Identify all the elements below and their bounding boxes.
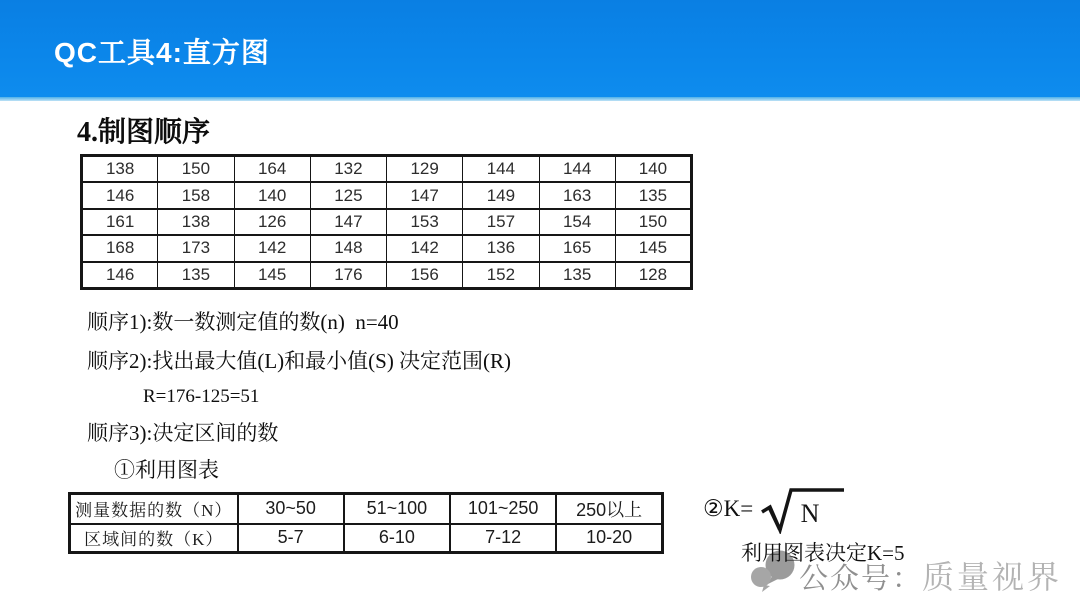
measurement-cell: 165 xyxy=(539,235,615,261)
interval-count-lookup-table xyxy=(68,492,664,554)
lookup-cell: 7-12 xyxy=(450,524,556,553)
measurement-cell: 132 xyxy=(310,156,386,183)
measurement-row xyxy=(82,156,692,183)
measurement-cell: 135 xyxy=(158,262,234,289)
measurement-cell: 150 xyxy=(615,209,691,235)
radicand-n: N xyxy=(800,499,820,528)
measurement-cell: 146 xyxy=(82,262,158,289)
lookup-cell: 250以上 xyxy=(556,494,662,524)
measurement-cell: 150 xyxy=(158,156,234,183)
lookup-cell: 101~250 xyxy=(450,494,556,524)
measurement-cell: 129 xyxy=(387,156,463,183)
measurement-cell: 142 xyxy=(387,235,463,261)
measurement-cell: 152 xyxy=(463,262,539,289)
watermark-account-label: 公众号： xyxy=(799,563,924,595)
measurement-cell: 144 xyxy=(463,156,539,183)
lookup-cell: 10-20 xyxy=(556,524,662,553)
measurement-cell: 163 xyxy=(539,182,615,208)
measurement-cell: 149 xyxy=(463,182,539,208)
lookup-cell: 30~50 xyxy=(238,494,344,524)
measurement-cell: 161 xyxy=(82,209,158,235)
measurement-cell: 145 xyxy=(234,262,310,289)
square-root-symbol xyxy=(760,486,846,534)
step-1-text: 顺序1):数一数测定值的数(n) n=40 xyxy=(87,310,399,334)
measurement-cell: 128 xyxy=(615,262,691,289)
title-bar-accent-strip xyxy=(0,97,1080,101)
measurement-row xyxy=(82,209,692,235)
step-2-text: 顺序2):找出最大值(L)和最小值(S) 决定范围(R) xyxy=(87,349,512,373)
watermark-brand-name: 质量视界 xyxy=(922,559,1063,595)
measurement-cell: 148 xyxy=(310,235,386,261)
lookup-cell: 5-7 xyxy=(238,524,344,553)
measurement-cell: 164 xyxy=(234,156,310,183)
measurement-cell: 126 xyxy=(234,209,310,235)
measurement-cell: 173 xyxy=(158,235,234,261)
lookup-cell: 区域间的数（K） xyxy=(70,524,238,553)
measurement-cell: 156 xyxy=(387,262,463,289)
measurement-cell: 135 xyxy=(615,182,691,208)
section-heading: 4.制图顺序 xyxy=(77,117,211,148)
measurement-cell: 146 xyxy=(82,182,158,208)
measurement-cell: 138 xyxy=(82,156,158,183)
measurement-cell: 147 xyxy=(387,182,463,208)
substep-1-text: ①利用图表 xyxy=(114,458,219,482)
measurement-cell: 140 xyxy=(615,156,691,183)
measurement-cell: 125 xyxy=(310,182,386,208)
lookup-row xyxy=(70,494,663,524)
measurement-row xyxy=(82,262,692,289)
slide-title: QC工具4:直方图 xyxy=(54,37,270,68)
title-bar xyxy=(0,0,1080,97)
measurement-cell: 176 xyxy=(310,262,386,289)
lookup-row xyxy=(70,524,663,553)
measurement-cell: 158 xyxy=(158,182,234,208)
measurement-cell: 154 xyxy=(539,209,615,235)
measurement-cell: 144 xyxy=(539,156,615,183)
measurement-cell: 135 xyxy=(539,262,615,289)
formula-conclusion: 利用图表决定K=5 xyxy=(741,541,905,565)
measurement-cell: 142 xyxy=(234,235,310,261)
measurement-row xyxy=(82,182,692,208)
lookup-cell: 6-10 xyxy=(344,524,450,553)
measurement-cell: 168 xyxy=(82,235,158,261)
measurement-cell: 136 xyxy=(463,235,539,261)
lookup-cell: 51~100 xyxy=(344,494,450,524)
measurement-cell: 157 xyxy=(463,209,539,235)
measurement-cell: 147 xyxy=(310,209,386,235)
formula-k-equals: ②K= xyxy=(703,496,754,521)
step-3-text: 顺序3):决定区间的数 xyxy=(87,421,279,445)
measurement-row xyxy=(82,235,692,261)
measurement-cell: 140 xyxy=(234,182,310,208)
measurement-cell: 145 xyxy=(615,235,691,261)
lookup-cell: 测量数据的数（N） xyxy=(70,494,238,524)
measurement-data-table xyxy=(80,154,693,290)
measurement-cell: 138 xyxy=(158,209,234,235)
range-calculation: R=176-125=51 xyxy=(143,386,260,407)
measurement-cell: 153 xyxy=(387,209,463,235)
